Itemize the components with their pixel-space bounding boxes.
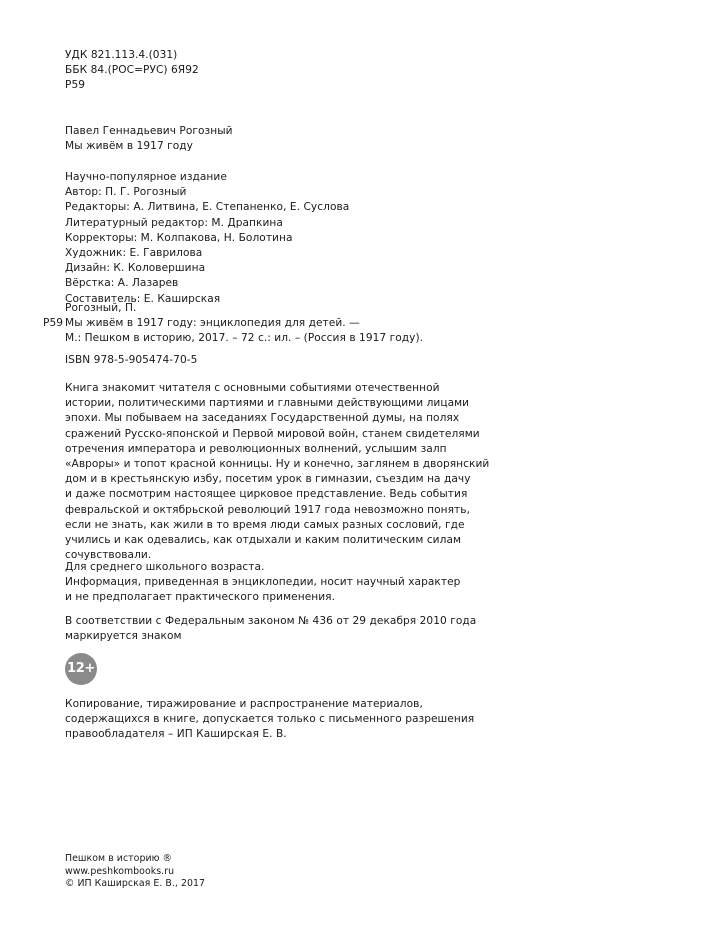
- annotation-line: Книга знакомит читателя с основными событиями отечественной: [65, 382, 440, 394]
- copyright-line: правообладателя – ИП Каширская Е. В.: [65, 728, 287, 741]
- annotation-line: учились и как одевались, как отдыхали и каким политическим силам: [65, 534, 462, 547]
- bbk-code: ББК 84.(РОС=РУС) 6Я92: [65, 64, 199, 77]
- annotation-line: отречения императора и революционных волнений, услышим залп: [65, 442, 447, 455]
- credit-author: Автор: П. Г. Рогозный: [65, 186, 187, 199]
- credit-compiler: Составитель: Е. Каширская: [65, 292, 221, 305]
- annotation-line: эпохи. Мы побываем на заседаниях Государственной думы, на полях: [65, 412, 460, 425]
- credit-design: Дизайн: К. Коловершина: [65, 262, 206, 275]
- author-full-name: Павел Геннадьевич Рогозный: [65, 125, 233, 137]
- publisher-name: Пешком в историю ®: [65, 853, 172, 864]
- audience-line: Информация, приведенная в энциклопедии, носит научный характер: [65, 576, 461, 589]
- law-line: В соответствии с Федеральным законом № 436 от 29 декабря 2010 года: [65, 615, 477, 627]
- annotation-line: сочувствовали.: [65, 549, 152, 562]
- annotation-line: сражений Русско-японской и Первой мировой войн, станем свидетелями: [65, 427, 480, 440]
- credit-editors: Редакторы: А. Литвина, Е. Степаненко, Е. Суслова: [65, 201, 350, 214]
- book-title: Мы живём в 1917 году: [65, 140, 194, 153]
- audience-note: [65, 560, 665, 606]
- copyright-line: содержащихся в книге, допускается только с письменного разрешения: [65, 713, 475, 726]
- book-heading: [65, 124, 665, 154]
- annotation-line: февральской и октябрьской революций 1917 года невозможно понять,: [65, 503, 470, 516]
- catalog-code: Р59: [43, 317, 64, 329]
- law-line: маркируется знаком: [65, 630, 182, 643]
- copyright-line: Копирование, тиражирование и распространение материалов,: [65, 698, 423, 710]
- credit-layout: Вёрстка: А. Лазарев: [65, 277, 179, 290]
- publisher-footer: [65, 853, 665, 891]
- annotation-line: «Авроры» и топот красной конницы. Ну и конечно, заглянем в дворянский: [65, 458, 490, 471]
- age-rating-badge: 12+: [65, 653, 97, 685]
- law-notice: [65, 614, 665, 644]
- catalog-entry-line-2: М.: Пешком в историю, 2017. – 72 с.: ил. – (Россия в 1917 году).: [65, 332, 424, 345]
- audience-line: Для среднего школьного возраста.: [65, 561, 265, 573]
- publisher-website: www.peshkombooks.ru: [65, 865, 175, 877]
- credits: [65, 170, 665, 307]
- isbn: ISBN 978-5-905474-70-5: [65, 354, 198, 366]
- author-mark: Р59: [65, 79, 86, 92]
- catalog-entry-line-1: Мы живём в 1917 году: энциклопедия для детей. —: [65, 317, 360, 330]
- annotation-line: и даже посмотрим настоящее цирковое представление. Ведь события: [65, 488, 468, 501]
- annotation: [65, 381, 665, 563]
- catalog-entry: [65, 301, 665, 347]
- copyright-notice: [65, 697, 665, 743]
- credit-proofreaders: Корректоры: М. Колпакова, Н. Болотина: [65, 231, 293, 244]
- publisher-copyright: © ИП Каширская Е. В., 2017: [65, 878, 206, 890]
- classification-codes: [65, 48, 665, 94]
- edition-type: Научно-популярное издание: [65, 171, 227, 183]
- audience-line: и не предполагает практического применения.: [65, 591, 336, 604]
- annotation-line: дом и в крестьянскую избу, посетим урок в гимназии, съездим на дачу: [65, 473, 471, 486]
- credit-artist: Художник: Е. Гаврилова: [65, 247, 203, 260]
- credit-literary-editor: Литературный редактор: М. Драпкина: [65, 216, 283, 229]
- annotation-line: если не знать, как жили в то время люди самых разных сословий, где: [65, 518, 465, 531]
- udk-code: УДК 821.113.4.(031): [65, 49, 178, 61]
- catalog-author: Рогозный, П.: [65, 302, 137, 314]
- isbn-block: [65, 353, 665, 368]
- annotation-line: истории, политическими партиями и главными действующими лицами: [65, 397, 470, 410]
